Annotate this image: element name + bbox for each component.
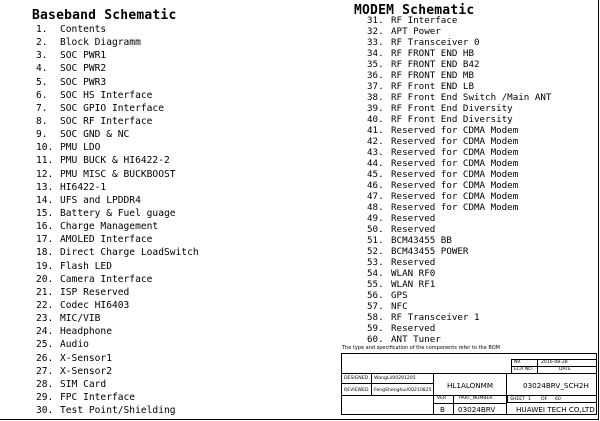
date-value: 2016-08-28 [541,360,568,365]
contents-item [36,154,199,167]
contents-item-number: 6. [36,89,48,101]
contents-item [367,125,551,136]
contents-item-number: 49. [367,213,384,225]
contents-item [367,213,551,224]
contents-item [367,48,551,59]
contents-item [36,312,199,325]
contents-item [367,37,551,48]
contents-item [36,102,199,115]
contents-item-number: 2. [36,37,48,49]
company-name: HUAWEI TECH CO,LTD [516,405,595,414]
contents-item [367,81,551,92]
contents-item-label: WLAN RF1 [391,279,436,291]
contents-item-label: Reserved for CDMA Modem [391,202,519,214]
bom-note: The type and specification of the components refer to the BOM [342,345,500,351]
contents-item [367,290,551,301]
contents-item-number: 50. [367,224,384,236]
contents-item [36,194,199,207]
contents-item-number: 30. [36,405,54,417]
contents-item [36,404,199,417]
contents-item-label: PMU LDO [60,142,101,154]
contents-item [36,62,199,75]
contents-item-label: WLAN RF0 [391,268,436,280]
contents-item [36,76,199,89]
contents-item [36,260,199,273]
contents-item [367,224,551,235]
contents-item-number: 19. [36,260,54,272]
contents-item-label: Reserved for CDMA Modem [391,158,519,170]
contents-item-label: Direct Charge LoadSwitch [60,247,199,259]
contents-item-label: X-Sensor2 [60,365,112,377]
contents-item [36,128,199,141]
contents-item-number: 3. [36,50,48,62]
contents-item-label: RF FRONT END MB [391,70,474,82]
contents-item [367,202,551,213]
contents-item [36,141,199,154]
contents-item-number: 26. [36,352,54,364]
eca-label: ECA NO. [514,367,534,372]
contents-item-number: 53. [367,257,384,269]
contents-item-number: 20. [36,273,54,285]
contents-item-label: Codec HI6403 [60,299,130,311]
contents-item-number: 58. [367,312,384,324]
contents-item [36,273,199,286]
contents-item [367,103,551,114]
contents-item-number: 27. [36,365,54,377]
contents-item-label: RF Interface [391,15,458,26]
contents-item-number: 24. [36,326,54,338]
contents-item-label: Reserved [391,224,436,236]
contents-item [36,233,199,246]
contents-item [367,15,551,26]
sheet-value: 1 [528,397,531,402]
contents-item [36,115,199,128]
contents-item [36,220,199,233]
baseband-title: Baseband Schematic [32,8,177,23]
contents-item-label: Reserved for CDMA Modem [391,136,519,148]
contents-item-number: 34. [367,48,384,60]
contents-item-label: PMU MISC & BUCKBOOST [60,168,176,180]
contents-item-label: Contents [60,24,107,35]
contents-item-label: ANT Tuner [391,334,441,346]
contents-item-number: 15. [36,207,54,219]
contents-item [367,136,551,147]
contents-item-number: 35. [367,59,384,71]
part-code: 03024BRV_SCH2H [523,381,589,390]
contents-item [36,378,199,391]
contents-item-number: 38. [367,92,384,104]
contents-item-label: FPC Interface [60,391,136,403]
contents-item-number: 40. [367,114,384,126]
contents-item-number: 33. [367,37,384,49]
contents-item-label: SOC HS Interface [60,89,153,101]
contents-item-number: 45. [367,169,384,181]
reviewed-label: REVIEWED [344,388,369,393]
contents-item-label: NFC [391,301,408,313]
contents-item-label: Reserved [391,323,436,335]
designed-label: DESIGNED [344,376,369,381]
contents-item [36,246,199,259]
contents-item-label: RF Transceiver 1 [391,312,480,324]
contents-item-label: APT Power [391,26,441,38]
designed-value: WangLi/00291205 [374,376,416,381]
contents-item-label: Reserved for CDMA Modem [391,191,519,203]
contents-item [367,235,551,246]
title-block [341,353,597,415]
contents-item [36,299,199,312]
contents-item-label: SOC PWR2 [60,63,107,75]
contents-item-number: 10. [36,142,54,154]
contents-item-number: 48. [367,202,384,214]
contents-item-label: BCM43455 POWER [391,246,469,258]
contents-item-number: 51. [367,235,384,247]
contents-item-label: Reserved [391,213,436,225]
contents-item-label: ISP Reserved [60,286,130,298]
contents-item-number: 18. [36,247,54,259]
contents-item [367,59,551,70]
contents-item [367,268,551,279]
contents-item-label: X-Sensor1 [60,352,112,364]
contents-item-number: 5. [36,76,48,88]
contents-item [367,257,551,268]
contents-item-label: Camera Interface [60,273,153,285]
board-name: HL1ALONMM [447,381,494,390]
contents-item-number: 43. [367,147,384,159]
contents-item-label: Block Diagramm [60,37,141,49]
contents-item-number: 37. [367,81,384,93]
contents-item-label: HI6422-1 [60,181,107,193]
contents-item [36,168,199,181]
nr-label: NR [514,360,521,365]
contents-item [367,180,551,191]
contents-item-label: SOC PWR1 [60,50,107,62]
contents-item-label: UFS and LPDDR4 [60,194,141,206]
contents-item-label: RF Transceiver 0 [391,37,480,49]
contents-item-number: 44. [367,158,384,170]
contents-item-number: 52. [367,246,384,258]
modem-contents-list [367,15,551,345]
contents-item [36,352,199,365]
contents-item-label: RF FRONT END HB [391,48,474,60]
contents-item-number: 9. [36,129,48,141]
contents-item-number: 57. [367,301,384,313]
contents-item-number: 42. [367,136,384,148]
contents-item-label: SIM Card [60,378,107,390]
part-number-value: 03024BRV [458,405,496,414]
contents-item-number: 25. [36,339,54,351]
contents-item [36,23,199,36]
modem-title: MODEM Schematic [354,3,475,18]
contents-item-label: GPS [391,290,408,302]
contents-item-label: Reserved for CDMA Modem [391,180,519,192]
contents-item-number: 29. [36,391,54,403]
contents-item-number: 21. [36,286,54,298]
contents-item-label: Reserved [391,257,436,269]
contents-item-number: 54. [367,268,384,280]
contents-item [36,286,199,299]
contents-item-label: BCM43455 BB [391,235,452,247]
contents-item-label: Flash LED [60,260,112,272]
of-value: 60 [555,397,561,402]
ver-label: VER [437,396,447,401]
contents-item-label: Charge Management [60,221,159,233]
contents-item-number: 8. [36,115,48,127]
contents-item [36,36,199,49]
part-number-label: PART_NUMBER [459,396,493,401]
contents-item [367,92,551,103]
contents-item-label: Battery & Fuel guage [60,207,176,219]
contents-item [36,391,199,404]
contents-item-label: SOC RF Interface [60,115,153,127]
contents-item-number: 41. [367,125,384,137]
contents-item [367,323,551,334]
contents-item [36,49,199,62]
contents-item-label: Headphone [60,326,112,338]
contents-item-number: 47. [367,191,384,203]
contents-item-label: Test Point/Shielding [60,405,176,417]
contents-item [36,325,199,338]
contents-item [367,114,551,125]
contents-item-label: SOC GPIO Interface [60,102,164,114]
contents-item-number: 56. [367,290,384,302]
contents-item [36,365,199,378]
contents-item-number: 7. [36,102,48,114]
contents-item-number: 28. [36,378,54,390]
contents-item [367,279,551,290]
contents-item-number: 31. [367,15,384,26]
contents-item-number: 36. [367,70,384,82]
contents-item [367,169,551,180]
contents-item-label: Audio [60,339,89,351]
contents-item-number: 17. [36,234,54,246]
contents-item-label: Reserved for CDMA Modem [391,169,519,181]
contents-item-label: RF Front End Diversity [391,103,513,115]
contents-item-number: 16. [36,221,54,233]
contents-item-number: 11. [36,155,54,167]
contents-item [36,207,199,220]
contents-item-number: 55. [367,279,384,291]
sheet-label: SHEET [510,397,525,402]
contents-item-number: 32. [367,26,384,38]
contents-item-number: 59. [367,323,384,335]
contents-item-number: 12. [36,168,54,180]
contents-item-number: 23. [36,313,54,325]
contents-item-number: 14. [36,194,54,206]
contents-item [367,147,551,158]
contents-item [367,301,551,312]
contents-item [36,89,199,102]
contents-item-label: Reserved for CDMA Modem [391,125,519,137]
contents-item-label: Reserved for CDMA Modem [391,147,519,159]
contents-item [367,334,551,345]
contents-item-number: 60. [367,334,384,346]
contents-item-label: SOC PWR3 [60,76,107,88]
contents-item-label: AMOLED Interface [60,234,153,246]
contents-item-label: PMU BUCK & HI6422-2 [60,155,170,167]
of-label: OF [541,397,548,402]
contents-item-number: 1. [36,24,48,35]
contents-item [367,191,551,202]
contents-item-label: RF Front END LB [391,81,474,93]
contents-item [367,312,551,323]
contents-item-label: RF Front End Switch /Main ANT [391,92,552,104]
contents-item [367,26,551,37]
contents-item [36,181,199,194]
contents-item [367,70,551,81]
date-label: DATE [559,367,571,372]
reviewed-value: FengShenghui/00210825 [374,388,432,393]
contents-item [367,246,551,257]
ver-value: B [440,405,445,414]
contents-item-label: SOC GND & NC [60,129,130,141]
contents-item-label: RF FRONT END B42 [391,59,480,71]
contents-item-number: 46. [367,180,384,192]
contents-item-number: 4. [36,63,48,75]
contents-item-number: 13. [36,181,54,193]
contents-item-label: MIC/VIB [60,313,101,325]
baseband-contents-list [36,23,199,417]
contents-item-number: 22. [36,299,54,311]
contents-item [367,158,551,169]
contents-item-number: 39. [367,103,384,115]
contents-item-label: RF Front End Diversity [391,114,513,126]
contents-item [36,338,199,351]
